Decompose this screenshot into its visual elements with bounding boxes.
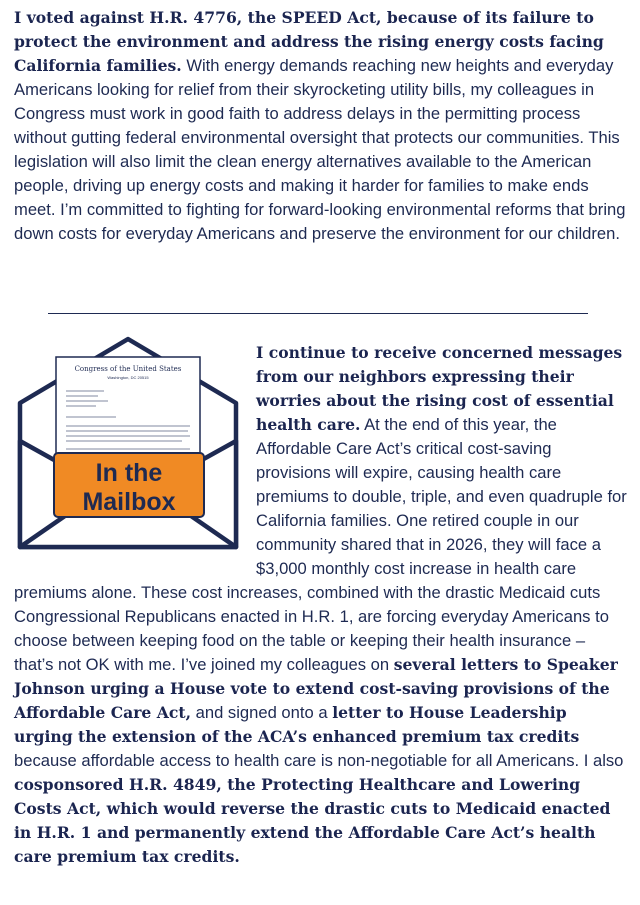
- house-leadership-letter: letter to House Leadership urging the extension of the ACA’s enhanced premium tax credits: [14, 703, 580, 746]
- speed-act-paragraph: [14, 6, 628, 246]
- health-care-lead: I continue to receive concerned messages from our neighbors expressing their worries about the rising cost of essential health care.: [256, 343, 623, 434]
- section-divider: [48, 313, 588, 314]
- speaker-johnson-letters: several letters to Speaker Johnson urging a House vote to extend cost-saving provisions of the Affordable Care Act,: [14, 655, 618, 722]
- health-care-body-3: because affordable access to health care is non-negotiable for all Americans. I also: [14, 751, 624, 770]
- hr-4849-cosponsorship: cosponsored H.R. 4849, the Protecting Healthcare and Lowering Costs Act, which would reverse the drastic cuts to Medicaid enacted in H.R. 1 and permanently extend the Affordable Care Act’s health care premium tax credits.: [14, 775, 611, 866]
- health-care-paragraph: [14, 341, 628, 869]
- letter-header: Congress of the United States: [74, 365, 182, 373]
- speed-act-lead: I voted against H.R. 4776, the SPEED Act, because of its failure to protect the environment and address the rising energy costs facing California families.: [14, 8, 604, 75]
- letter-subheader: Washington, DC 20515: [107, 375, 149, 380]
- mailbox-label-line2: Mailbox: [82, 488, 176, 516]
- mailbox-label-line1: In the: [95, 459, 163, 487]
- health-care-body-2: and signed onto a: [191, 703, 333, 722]
- health-care-body-1: At the end of this year, the Affordable Care Act’s critical cost-saving provisions will expire, causing health care premiums to double, triple, and even quadruple for California families. One retired couple in our community shared that in 2026, they will face a $3,000 monthly cost increase in health care premiums alone. These cost increases, combined with the drastic Medicaid cuts Congressional Republicans enacted in H.R. 1, are forcing everyday Americans to choose between keeping food on the table or keeping their health insurance – that’s not OK with me. I’ve joined my colleagues on: [14, 415, 627, 674]
- speed-act-body: With energy demands reaching new heights and everyday Americans looking for relief from their skyrocketing utility bills, my colleagues in Congress must work in good faith to address delays in the permitting process without gutting federal environmental oversight that protects our communities. This legislation will also limit the clean energy alternatives available to the American people, driving up energy costs and making it harder for families to make ends meet. I’m committed to fighting for forward-looking environmental reforms that bring down costs for everyday Americans and preserve the environment for our children.: [14, 56, 626, 243]
